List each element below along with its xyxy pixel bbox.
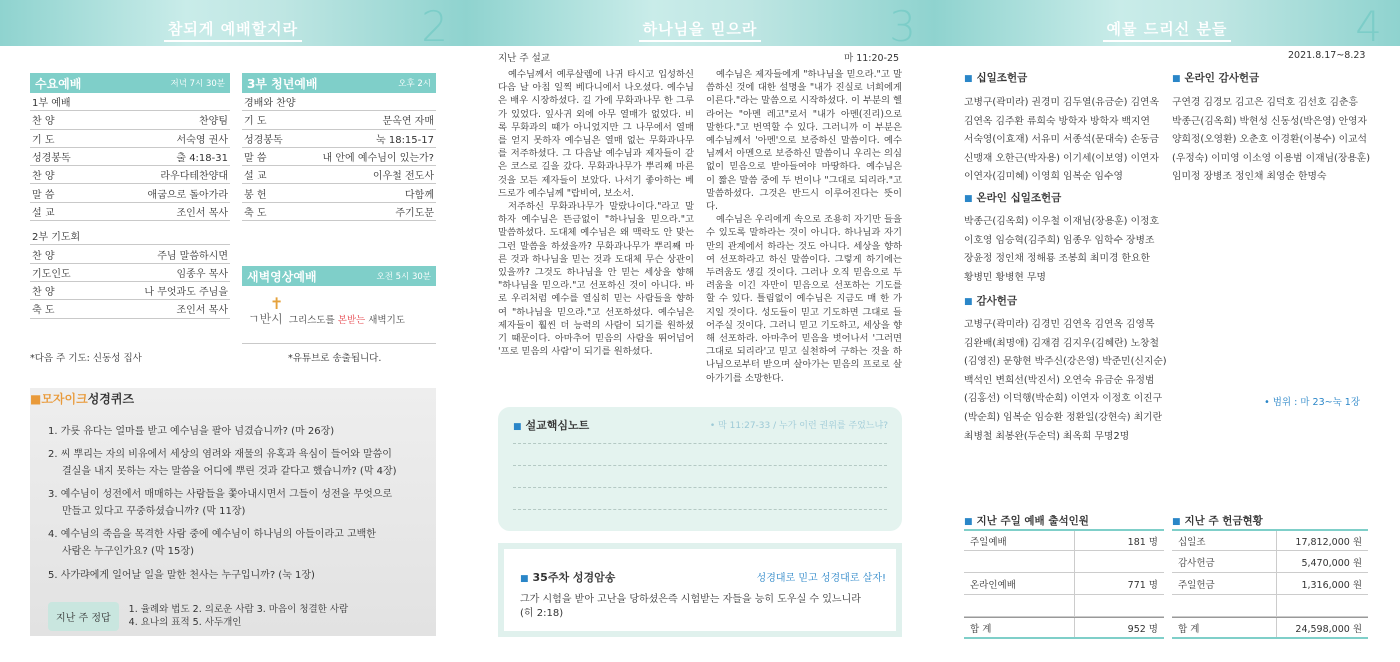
square-icon: ■ (964, 194, 973, 204)
square-icon: ■ (1172, 74, 1181, 84)
sermon-label: 지난 주 설교 (498, 53, 550, 64)
prayer-note: *다음 주 기도: 신동성 집사 (30, 353, 142, 364)
service-title: 3부 청년예배 (247, 76, 318, 91)
page-title: 하나님을 믿으라 (639, 20, 762, 42)
program-row: 찬 양 라우다테찬양대 (30, 166, 230, 184)
note-line (513, 443, 887, 444)
thanks-list: 고병구(곽미라) 김경민 김연옥 김연옥 김영목 김완배(최명애) 김재겸 김지우(김혜란) 노창철 (김영진) 문향현 박주신(강은영) 박준민(신지순) 백석인 변희선(박진서) 오연숙 유금순 유정범 (김홍선) 이덕행(박순희) 이연자 이정호 이진구 (박순희) 임복순 임승환 정환일(강현숙) 최기란 최병철 최봉완(두순덕) 최옥희 무명2명 (964, 319, 1167, 442)
quiz-question: 5. 사가랴에게 일어날 일을 말한 천사는 누구입니까? (눅 1장) (48, 570, 315, 581)
tithe-title: ■ 십일조헌금 (964, 72, 1028, 84)
youth-service (242, 73, 436, 221)
online-tithe-list: 박종근(김옥희) 이우철 이재님(장용훈) 이정호 이호영 임승혁(김주희) 임종우 임학수 장병조 장윤정 정인채 정해룡 조봉희 최미경 한요한 황병민 황병현 무명 (964, 216, 1159, 283)
memory-slogan: 성경대로 믿고 성경대로 살자! (756, 573, 886, 584)
page-number: 2 (421, 2, 448, 51)
program-row: 기 도 문옥연 자매 (242, 111, 436, 129)
quiz-question: 사람은 누구인가요? (막 15장) (62, 546, 194, 557)
service-title: 새벽영상예배 (247, 269, 317, 284)
offering-table: ■ 지난 주 헌금현황 십일조 17,812,000 원 감사헌금 5,470,000 원 주일헌금 1,316,000 원 합 계 24,598,000 원 (1172, 513, 1368, 639)
service-time: 오전 5시 30분 (376, 272, 431, 282)
program-row: 축 도 주기도문 (242, 203, 436, 221)
wednesday-service (30, 73, 230, 319)
dawn-logo: ✝ ㄱ반시 그리스도를 본받는 새벽기도 (248, 294, 405, 326)
note-line (513, 509, 887, 510)
sermon-notes-box: ■ 설교핵심노트 • 막 11:27-33 / 누가 이런 권위를 주었느냐? (498, 407, 902, 531)
sermon-column-2: 예수님은 제자들에게 "하나님을 믿으라."고 말씀하신 것에 대한 설명을 "내가 진실로 너희에게 이른다."라는 말씀으로 시작하셨다. 이 부분의 헬라어는 "아멘 레고"로서 "내가 아멘(진리)으로 말한다."고 번역할 수 있다. 그러니까 이 부분은 예수님께서 '아멘'으로 보증하신 말씀이다. 예수님께서 아멘으로 보증하신 말씀이니 우리는 의심 없이 믿음으로 받아들여야 마땅하다. 예수님은 이 짧은 말씀 중에 두 번이나 "그대로 되리라."고 말씀하셨다. 그것은 반드시 이루어진다는 뜻이다. 예수님은 우리에게 속으로 조용히 자기만 들을 수 있도록 말하라는 것이 아니다. 하나님과 자기만의 관계에서 하라는 것도 아니다. 세상을 향하여 선포하라고 하신 말씀이다. 그렇게 하기에는 두려움도 생길 것이다. 그러나 오직 믿음으로 두려움을 이긴 자만이 믿음으로 선포하는 기도를 할 수 있다. 틀림없이 예수님은 지금도 매 한 가지일 것이다. 성도들이 믿고 기도하면 그대로 들어주실 것이다. 그러니 믿고 기도하고, 세상을 향해 선포하라. 아마추어 믿음을 벗어나서 '그러면 그대로 되리라'고 믿고 실천하여 구하는 것을 하나님으로부터 받으며 살아가는 믿음의 프로로 살아가기를 소망한다. (706, 69, 902, 384)
program-row: 축 도 조인서 목사 (30, 300, 230, 318)
program-row: 찬 양 주님 말씀하시면 (30, 245, 230, 263)
online-thanks-list: 구연경 김경모 김고은 김덕호 김선호 김춘흥 박종근(김옥희) 박현성 신동성(박은영) 안영자 양희정(오영환) 오춘호 이경환(이봉수) 이교석 (우정숙) 이미영 이소영 이용범 이재님(장용훈) 임미정 장병조 정인채 최영순 한명숙 (1172, 97, 1371, 183)
program-row: 설 교 조인서 목사 (30, 203, 230, 221)
table-row: 온라인예배 771 명 (964, 573, 1164, 595)
section-label: 1부 예배 (30, 93, 230, 111)
page-title: 참되게 예배할지라 (164, 20, 302, 42)
service-time: 오후 2시 (398, 79, 431, 89)
table-row: 십일조 17,812,000 원 (1172, 529, 1368, 551)
table-row-total: 합 계 952 명 (964, 617, 1164, 639)
page-number: 4 (1355, 2, 1382, 51)
quiz-question: 1. 가룟 유다는 얼마를 받고 예수님을 팔아 넘겼습니까? (마 26장) (48, 426, 335, 437)
program-row: 성경봉독 눅 18:15-17 (242, 130, 436, 148)
memory-verse-box: ■ 35주차 성경암송 성경대로 믿고 성경대로 살자! 그가 시험을 받아 고난을 당하셨은즉 시험받는 자들을 능히 도우실 수 있느니라 (히 2:18) (498, 543, 902, 637)
program-row: 기 도 서숙영 권사 (30, 130, 230, 148)
program-row: 성경봉독 출 4:18-31 (30, 148, 230, 166)
program-row: 찬 양 나 무엇과도 주님을 (30, 282, 230, 300)
service-time: 저녁 7시 30분 (170, 79, 225, 89)
memory-verse: 그가 시험을 받아 고난을 당하셨은즉 시험받는 자들을 능히 도우실 수 있느니라 (히 2:18) (520, 594, 861, 619)
table-row-blank (964, 595, 1164, 617)
program-row: 찬 양 찬양팀 (30, 111, 230, 129)
attendance-table: ■ 지난 주일 예배 출석인원 주일예배 181 명 온라인예배 771 명 합 계 952 명 (964, 513, 1164, 639)
online-thanks-title: ■ 온라인 감사헌금 (1172, 72, 1260, 84)
square-icon: ■ (964, 74, 973, 84)
quiz-question: 2. 씨 뿌리는 자의 비유에서 세상의 염려와 재물의 유혹과 욕심이 들어와 말씀이 (48, 449, 392, 460)
section-label: 경배와 찬양 (242, 93, 436, 111)
table-row-blank (964, 551, 1164, 573)
youtube-note: *유튜브로 송출됩니다. (288, 353, 382, 364)
quiz-range: • 범위 : 마 23~눅 1장 (1264, 397, 1360, 408)
giving-date: 2021.8.17~8.23 (1288, 50, 1366, 61)
sermon-column-1: 예수님께서 예루살렘에 나귀 타시고 입성하신 다음 날 아침 일찍 베다니에서 나오셨다. 예수님은 배우 시장하셨다. 길 가에 무화과나무 한 그루가 있었다. 잎사귀 외에 아무 열매가 없었다. 비록 무화과의 때가 아니었지만 그 나무에서 열매를 얻지 못하자 예수님은 열매 없는 무화과나무를 저주하셨다. 그 다음날 예수님과 제자들이 같은 코스로 길을 갔다. 무화과나무가 뿌리째 마른 것을 모든 제자들이 보았다. 나서기 좋아하는 베드로가 예수님께 "랍비여, 보소서. 저주하신 무화과나무가 말랐나이다."라고 말하자 예수님은 뜬금없이 "하나님을 믿으라."고 말씀하셨다. 도대체 예수님은 왜 맥락도 안 맞는 그런 말씀을 하셨을까? 무화과나무가 뿌리째 마른 것과 하나님을 믿는 것과 도대체 무슨 상관이 있을까? 그것도 하나님을 안 믿는 세상을 향해 "하나님을 믿으라."고 선포하신 것이 아니다. 바로 우리처럼 예수를 열심히 믿는 사람들을 향하여 "하나님을 믿으라."고 선포하셨다. 예수님은 제자들이 훨씬 더 능력의 사람이 되기를 원하셨기 때문이다. 아마추어 믿음의 사람을 뛰어넘어 '프로 믿음의 사람'이 되기를 원하셨다. (498, 69, 694, 358)
online-tithe-title: ■ 온라인 십일조헌금 (964, 192, 1062, 204)
table-row: 감사헌금 5,470,000 원 (1172, 551, 1368, 573)
quiz-question: 4. 예수님의 죽음을 목격한 사람 중에 예수님이 하나님의 아들이라고 고백한 (48, 529, 376, 540)
sermon-ref: 마 11:20-25 (844, 53, 900, 64)
notes-ref: • 막 11:27-33 / 누가 이런 권위를 주었느냐? (709, 421, 888, 431)
page-banner (466, 0, 934, 51)
service-title: 수요예배 (35, 76, 82, 91)
quiz-question: 만들고 있다고 꾸중하셨습니까? (막 11장) (62, 506, 246, 517)
cross-icon: ✝ (270, 294, 284, 313)
table-row: 주일헌금 1,316,000 원 (1172, 573, 1368, 595)
square-icon: ■ (964, 517, 973, 527)
last-week-answers: 지난 주 정답 1. 율례와 법도 2. 의로운 사람 3. 마음이 청결한 사람 4. 요나의 표적 5. 사두개인 (48, 600, 422, 632)
table-row-total: 합 계 24,598,000 원 (1172, 617, 1368, 639)
square-icon: ■ (964, 297, 973, 307)
table-row-blank (1172, 595, 1368, 617)
square-icon: ■ (1172, 517, 1181, 527)
answer-tag: 지난 주 정답 (48, 602, 119, 631)
table-row: 주일예배 181 명 (964, 529, 1164, 551)
page-banner (0, 0, 466, 51)
note-line (513, 465, 887, 466)
tithe-list: 고병구(곽미라) 권경미 김두열(유금순) 김연옥 김연옥 김주환 류희숙 방학자 방학자 백지연 서숙영(이효재) 서유미 서종석(문대숙) 손동금 신맹재 오한근(박자용) 이기세(이보영) 이연자 이연자(김미혜) 이영희 임복순 임수영 (964, 97, 1159, 183)
program-row: 설 교 이우철 전도사 (242, 166, 436, 184)
thanks-title: ■ 감사헌금 (964, 295, 1018, 307)
program-row: 봉 헌 다함께 (242, 184, 436, 202)
quiz-question: 3. 예수님이 성전에서 매매하는 사람들을 쫓아내시면서 그들이 성전을 무엇으로 (48, 489, 393, 500)
square-icon: ■ (520, 574, 529, 584)
square-icon: ■ (513, 422, 522, 432)
quiz-question: 결실을 내지 못하는 자는 말씀을 어디에 뿌린 것과 같다고 했습니까? (막 4장) (62, 466, 397, 477)
program-row: 말 씀 내 안에 예수님이 있는가? (242, 148, 436, 166)
program-row: 말 씀 애굽으로 돌아가라 (30, 184, 230, 202)
quiz-title: ■모자이크성경퀴즈 (30, 392, 135, 406)
program-row: 기도인도 임종우 목사 (30, 264, 230, 282)
section-label: 2부 기도회 (30, 227, 230, 245)
page-title: 예물 드리신 분들 (1103, 20, 1232, 42)
page-number: 3 (889, 2, 916, 51)
page-banner (934, 0, 1400, 51)
note-line (513, 487, 887, 488)
